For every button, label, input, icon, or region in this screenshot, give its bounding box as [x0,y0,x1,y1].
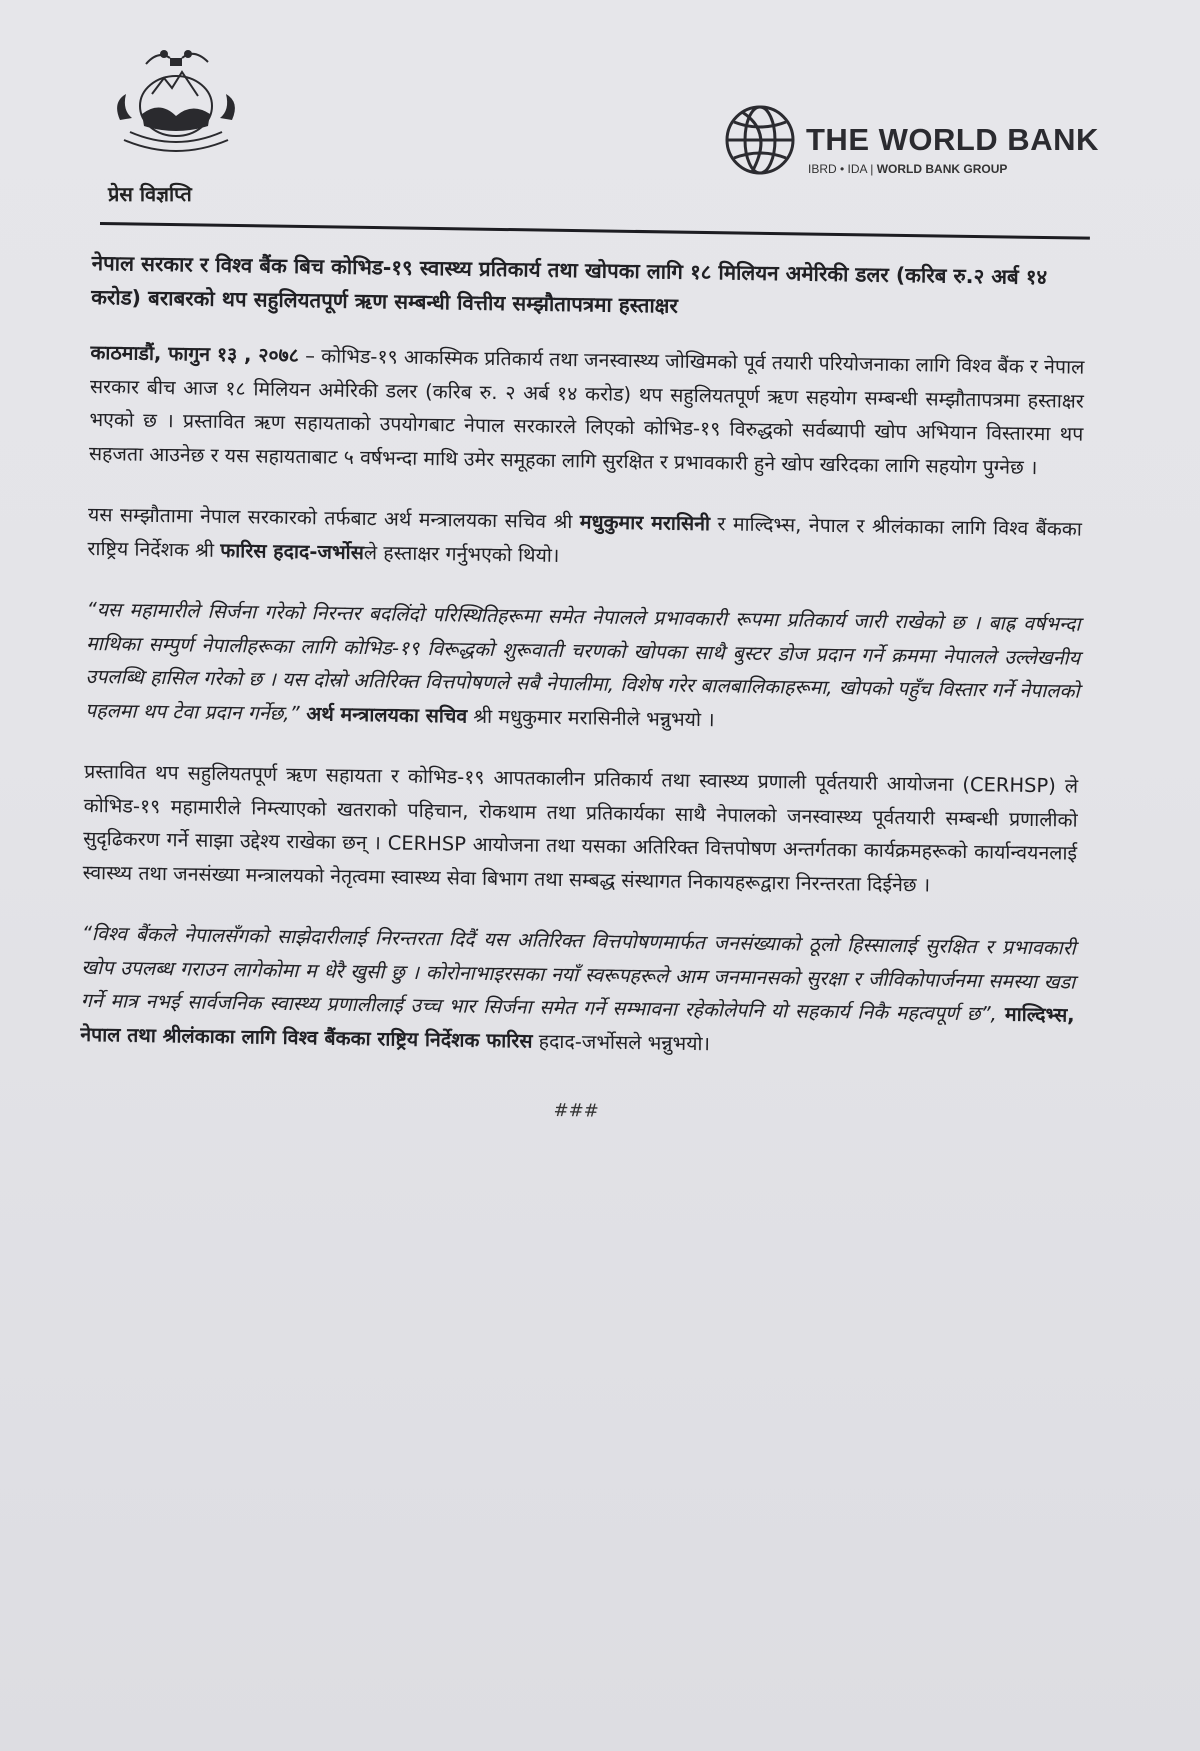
document-body [79,246,1086,1129]
finance-quote-attribution: अर्थ मन्त्रालयका सचिव [299,701,468,728]
world-bank-logo [722,102,1099,182]
paragraph-signatories [87,498,1082,580]
finance-quote-attribution-rest: श्री मधुकुमार मरासिनीले भन्नुभयो । [466,704,715,731]
world-bank-sub-right: WORLD BANK GROUP [876,162,1008,176]
nepal-government-emblem-icon [112,44,240,162]
world-bank-subtitle [808,162,1007,176]
world-bank-sub-divider: | [870,162,874,176]
signatories-text-e: ले हस्ताक्षर गर्नुभएको थियो। [363,540,560,567]
signatory-name-finance: मधुकुमार मरासिनी [579,510,711,536]
world-bank-sub-left: IBRD • IDA [808,162,867,176]
header-divider [100,222,1090,240]
worldbank-quote-attribution-rest: हदाद-जर्भोसले भन्नुभयो। [532,1029,711,1055]
signatory-name-worldbank: फारिस हदाद-जर्भोस [220,538,365,564]
dateline: काठमाडौं, फागुन १३ , २०७८ [90,340,300,368]
paragraph-finance-quote [85,593,1081,742]
intro-text: – कोभिड-१९ आकस्मिक प्रतिकार्य तथा जनस्वास्थ्य जोखिमको पूर्व तयारी परियोजनाका लागि विश्व बैंक र नेपाल सरकार बीच आज १८ मिलियन अमेरिकी डलर (करिब रु. २ अर्ब १४ करोड) थप सहुलियतपूर्ण ऋण सहयोग सम्बन्धी सम्झौतापत्रमा हस्ताक्षर भएको छ । प्रस्तावित ऋण सहायताको उपयोगबाट नेपाल सरकारले लिएको कोभिड-१९ विरुद्धको सर्वब्यापी खोप अभियान विस्तारमा थप सहजता आउनेछ र यस सहायताबाट ५ वर्षभन्दा माथि उमेर समूहका लागि सुरक्षित र प्रभावकारी हुने खोप खरिदका लागि सहयोग पुग्नेछ । [88,344,1085,479]
document-type-label: प्रेस विज्ञप्ति [108,182,192,206]
headline: नेपाल सरकार र विश्व बैंक बिच कोभिड-१९ स्वास्थ्य प्रतिकार्य तथा खोपका लागि १८ मिलियन अमेरिकी डलर (करिब रु.२ अर्ब १४ करोड) बराबरको थप सहुलियतपूर्ण ऋण सम्बन्धी वित्तीय सम्झौतापत्रमा हस्ताक्षर [91,250,1048,318]
paragraph-project: प्रस्तावित थप सहुलियतपूर्ण ऋण सहायता र कोभिड-१९ आपतकालीन प्रतिकार्य तथा स्वास्थ्य प्रणाली पूर्वतयारी आयोजना (CERHSP) ले कोभिड-१९ महामारीले निम्त्याएको खतराको पहिचान, रोकथाम तथा प्रतिकार्यका साथै नेपालको जनस्वास्थ्य पूर्वतयारी सम्बन्धी प्रणालीको सुदृढिकरण गर्ने साझा उद्देश्य राखेका छन् । CERHSP आयोजना तथा यसका अतिरिक्त वित्तपोषण अन्तर्गतका कार्यक्रमहरूको कार्यान्वयनलाई स्वास्थ्य तथा जनसंख्या मन्त्रालयको नेतृत्वमा स्वास्थ्य सेवा बिभाग तथा सम्बद्ध संस्थागत निकायहरूद्वारा निरन्तरता दिईनेछ । [82,759,1079,897]
world-bank-name: THE WORLD BANK [806,122,1099,157]
worldbank-quote-attribution: माल्दिभ्स, नेपाल तथा श्रीलंकाका लागि विश्व बैंकका राष्ट्रिय निर्देशक फारिस [80,1002,1075,1053]
finance-secretary-quote: “यस महामारीले सिर्जना गरेको निरन्तर बदलिंदो परिस्थितिहरूमा समेत नेपालले प्रभावकारी रूपमा प्रतिकार्य जारी राखेको छ । बाह्र वर्षभन्दा माथिका सम्पुर्ण नेपालीहरूका लागि कोभिड-१९ विरूद्धको शुरूवाती चरणको खोपका साथै बुस्टर डोज प्रदान गर्ने क्रममा नेपालले उल्लेखनीय उपलब्धि हासिल गरेको छ । यस दोस्रो अतिरिक्त वित्तपोषणले सबै नेपालीमा, विशेष गरेर बालबालिकाहरूमा, खोपको पहुँच विस्तार गर्ने नेपालको पहलमा थप टेवा प्रदान गर्नेछ,” [84,597,1081,725]
signatories-text-c: र माल्दिभ्स, नेपाल र श्रीलंकाका लागि विश्व बैंकका राष्ट्रिय निर्देशक श्री [87,512,1083,562]
paragraph-worldbank-quote [80,917,1076,1066]
paragraph-intro [89,336,1085,485]
end-mark: ### [553,1099,600,1122]
country-director-quote: “विश्व बैंकले नेपालसँगको साझेदारीलाई निरन्तरता दिदैं यस अतिरिक्त वित्तपोषणमार्फत जनसंख्याको ठूलो हिस्सालाई सुरक्षित र प्रभावकारी खोप उपलब्ध गराउन लागेकोमा म धेरै खुसी छु । कोरोनाभाइरसका नयाँ स्वरूपहरूले आम जनमानसको सुरक्षा र जीविकोपार्जनमा समस्या खडा गर्ने मात्र नभई सार्वजनिक स्वास्थ्य प्रणालीलाई उच्च भार सिर्जना समेत गर्ने सम्भावना रहेकोलेपनि यो सहकार्य निकै महत्वपूर्ण छ”, [80,921,1076,1026]
world-bank-globe-icon [722,102,798,178]
signatories-text-a: यस सम्झौतामा नेपाल सरकारको तर्फबाट अर्थ मन्त्रालयका सचिव श्री [87,502,581,534]
